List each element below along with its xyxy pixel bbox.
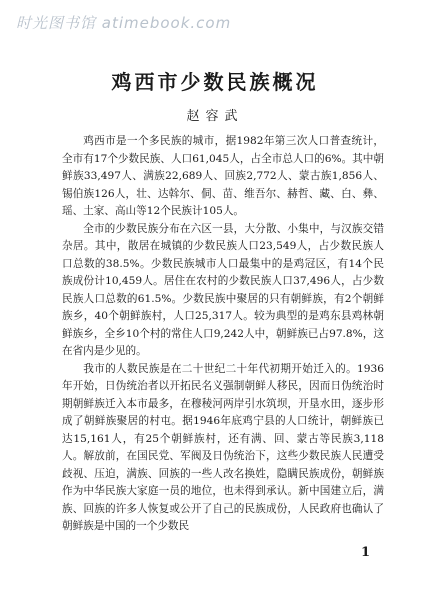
document-body xyxy=(62,133,384,536)
paragraph-2: 全市的少数民族分布在六区一县，大分散、小集中，与汉族交错杂居。其中，散居在城镇的少数民族人口23,549人，占少数民族人口总数的38.5%。少数民族城市人口最集中的是鸡冠区，有14个民族成份计10,459人。居住在农村的少数民族人口37,496人，占少数民族人口总数的61.5%。少数民族中聚居的只有朝鲜族，有2个朝鲜族乡，40个朝鲜族村，人口25,317人。较为典型的是鸡东县鸡林朝鲜族乡，全乡10个村的常住人口9,242人中，朝鲜族已占97.8%，这在省内是少见的。 xyxy=(62,222,384,357)
document-title: 鸡西市少数民族概况 xyxy=(111,70,319,94)
watermark-text: 时光图书馆 atimebook.com xyxy=(16,14,232,32)
page-number: 1 xyxy=(360,545,370,560)
paragraph-1: 鸡西市是一个多民族的城市，据1982年第三次人口普查统计，全市有17个少数民族、人口61,045人，占全市总人口的6%。其中朝鲜族33,497人、满族22,689人、回族2,772人、蒙古族1,856人、锡伯族126人，壮、达斡尔、侗、苗、维吾尔、赫哲、藏、白、彝、瑶、土家、高山等12个民族计105人。 xyxy=(62,135,384,217)
paragraph-3: 我市的人数民族是在二十世纪二十年代初期开始迁入的。1936年开始，日伪统治者以开拓民名义强制朝鲜人移民，因而日伪统治时期朝鲜族迁入本市最多，在穆稜河两岸引水筑坝，开垦水田，逐步形成了朝鲜族聚居的村屯。据1946年底鸡宁县的人口统计，朝鲜族已达15,161人，有25个朝鲜族村，还有满、回、蒙古等民族3,118人。解放前，在国民党、军阀及日伪统治下，这些少数民族人民遭受歧视、压迫，满族、回族的一些人改名换姓，隐瞒民族成份，朝鲜族作为中华民族大家庭一员的地位，也未得到承认。新中国建立后，满族、回族的许多人恢复或公开了自己的民族成份，人民政府也确认了朝鲜族是中国的一个少数民 xyxy=(62,362,384,532)
document-author: 赵容武 xyxy=(186,109,244,124)
